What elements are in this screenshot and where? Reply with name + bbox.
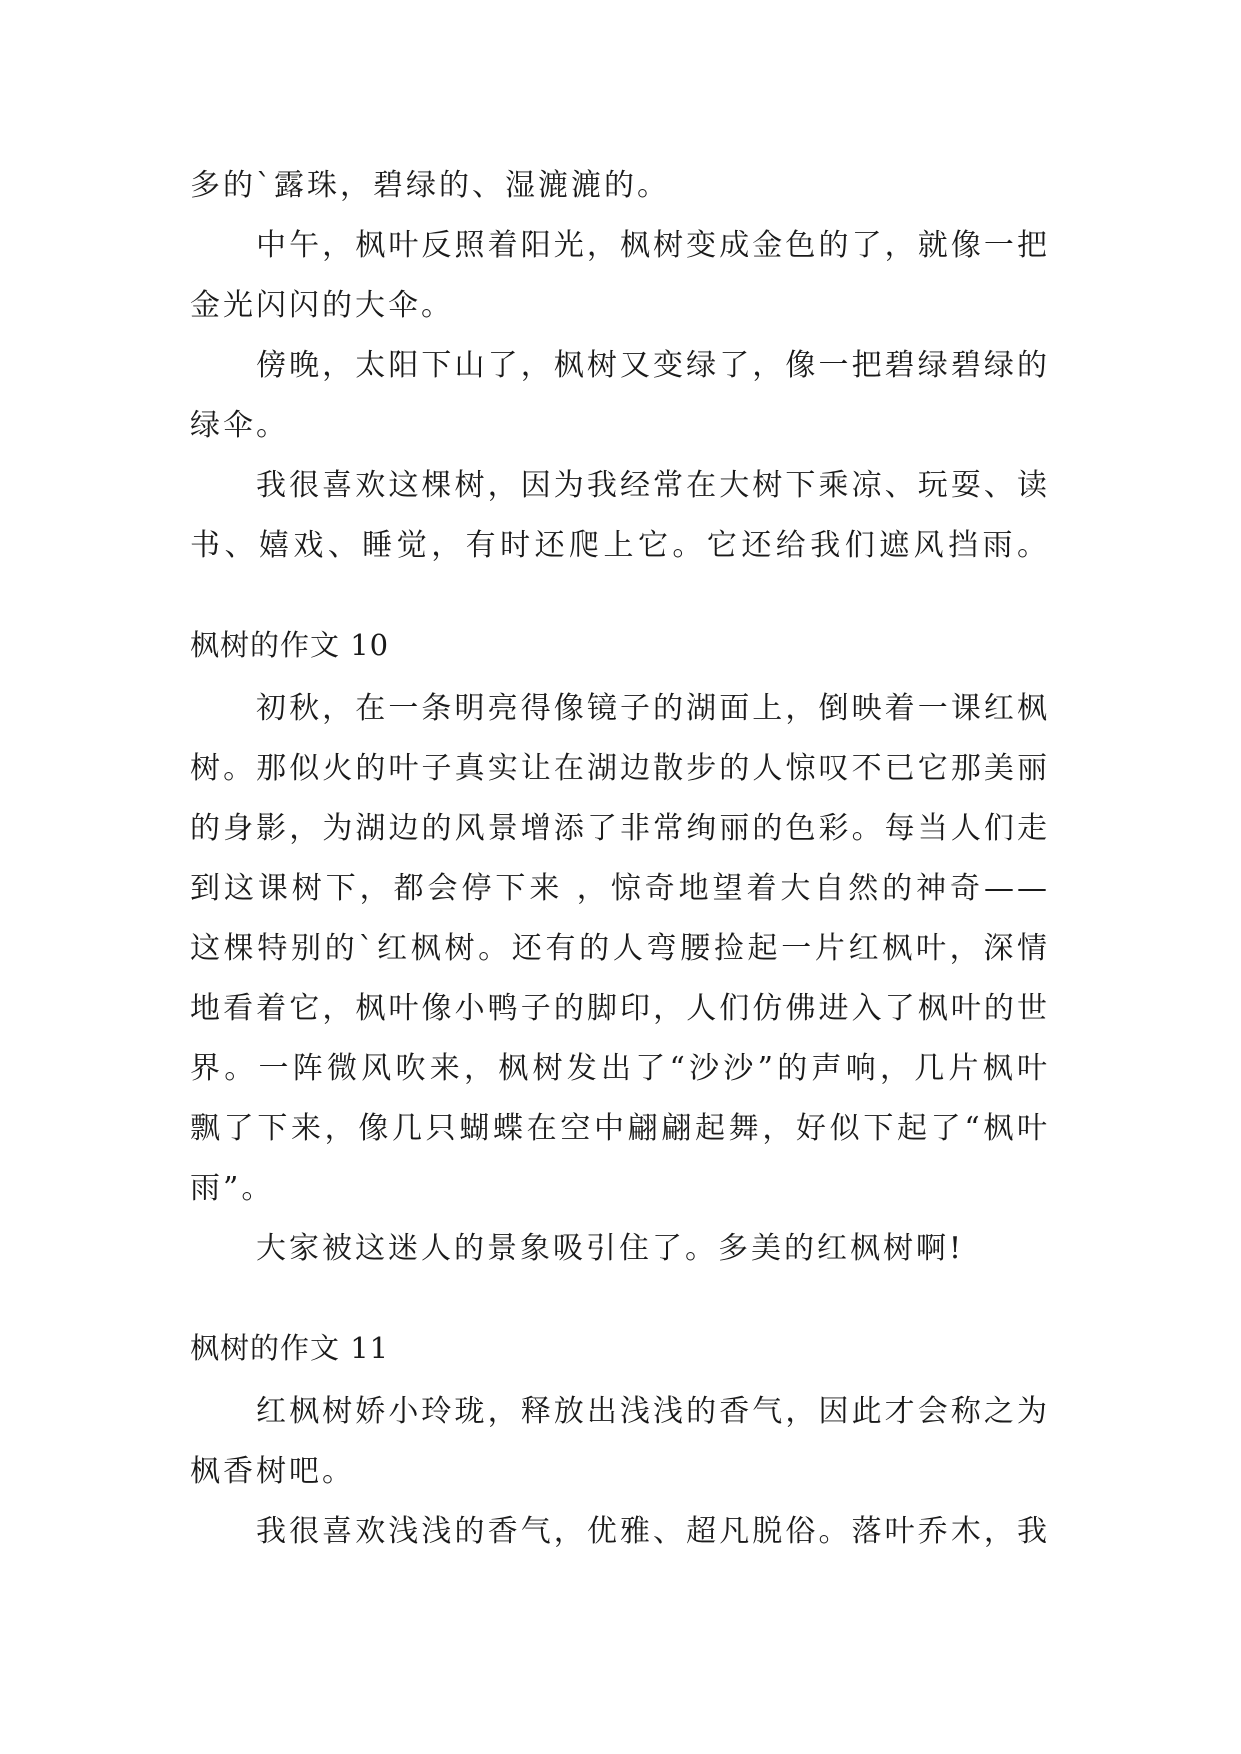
section-heading: 枫树的作文 11 bbox=[190, 1331, 390, 1365]
paragraph-line: 我很喜欢浅浅的香气，优雅、超凡脱俗。落叶乔木，我 bbox=[256, 1514, 1050, 1549]
paragraph-line: 书、嬉戏、睡觉，有时还爬上它。它还给我们遮风挡雨。 bbox=[190, 528, 1050, 563]
paragraph-line: 枫香树吧。 bbox=[190, 1454, 355, 1489]
paragraph-line: 到这课树下，都会停下来 ，惊奇地望着大自然的神奇—— bbox=[190, 871, 1050, 906]
paragraph-line: 金光闪闪的大伞。 bbox=[190, 288, 454, 323]
paragraph-line: 树。那似火的叶子真实让在湖边散步的人惊叹不已它那美丽 bbox=[190, 751, 1050, 786]
paragraph-line: 绿伞。 bbox=[190, 408, 289, 443]
paragraph-line: 地看着它，枫叶像小鸭子的脚印，人们仿佛进入了枫叶的世 bbox=[190, 991, 1050, 1026]
paragraph-line: 多的`露珠，碧绿的、湿漉漉的。 bbox=[190, 168, 670, 203]
section-heading: 枫树的作文 10 bbox=[190, 628, 390, 662]
paragraph-line: 的身影，为湖边的风景增添了非常绚丽的色彩。每当人们走 bbox=[190, 811, 1050, 846]
paragraph-line: 红枫树娇小玲珑，释放出浅浅的香气，因此才会称之为 bbox=[256, 1394, 1050, 1429]
paragraph-line: 雨”。 bbox=[190, 1171, 275, 1206]
paragraph-line: 大家被这迷人的景象吸引住了。多美的红枫树啊! bbox=[256, 1231, 965, 1266]
paragraph-line: 我很喜欢这棵树，因为我经常在大树下乘凉、玩耍、读 bbox=[256, 468, 1050, 503]
paragraph-line: 界。一阵微风吹来，枫树发出了“沙沙”的声响，几片枫叶 bbox=[190, 1051, 1050, 1086]
paragraph-line: 中午，枫叶反照着阳光，枫树变成金色的了，就像一把 bbox=[256, 228, 1050, 263]
paragraph-line: 傍晚，太阳下山了，枫树又变绿了，像一把碧绿碧绿的 bbox=[256, 348, 1050, 383]
paragraph-line: 这棵特别的`红枫树。还有的人弯腰捡起一片红枫叶，深情 bbox=[190, 931, 1050, 966]
paragraph-line: 飘了下来，像几只蝴蝶在空中翩翩起舞，好似下起了“枫叶 bbox=[190, 1111, 1050, 1146]
paragraph-line: 初秋，在一条明亮得像镜子的湖面上，倒映着一课红枫 bbox=[256, 691, 1050, 726]
